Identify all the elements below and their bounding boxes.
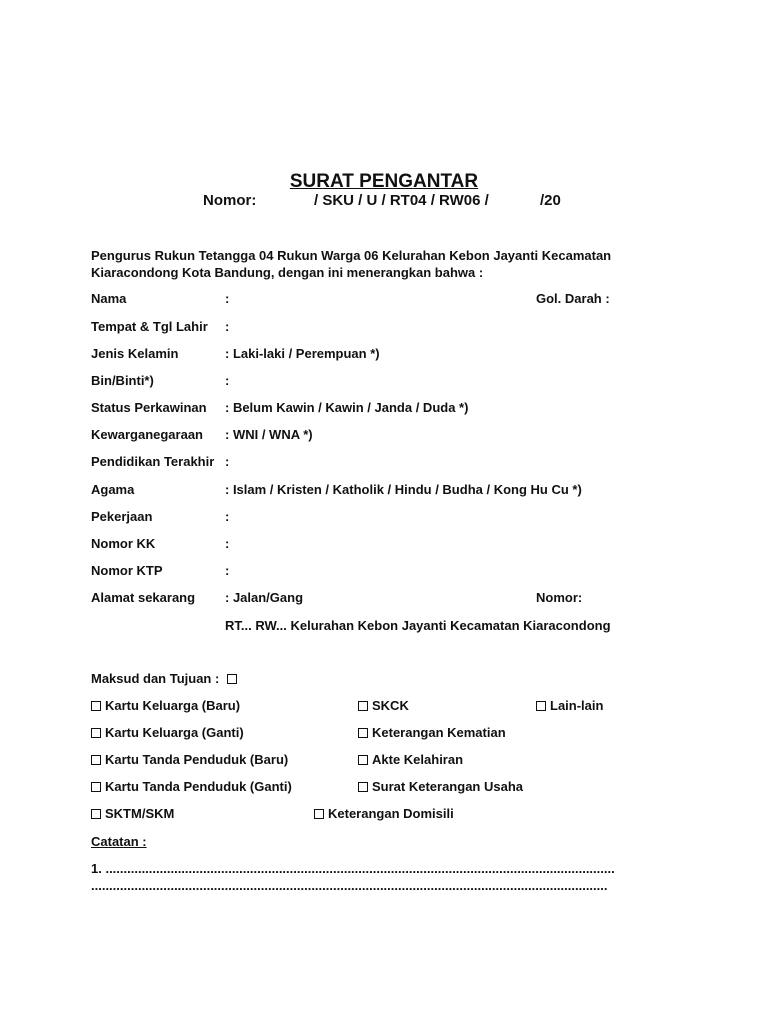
field-label-jenis-kelamin: Jenis Kelamin <box>91 346 179 361</box>
purpose-row <box>91 671 241 686</box>
purpose-label: Maksud dan Tujuan : <box>91 671 220 686</box>
field-value-nama: : <box>225 291 230 306</box>
field-label-pekerjaan: Pekerjaan <box>91 509 153 524</box>
field-value-nomor-ktp: : <box>225 563 230 578</box>
document-title: SURAT PENGANTAR <box>289 171 479 192</box>
nomor-label: Nomor: <box>203 192 257 209</box>
option-label: Akte Kelahiran <box>372 752 464 767</box>
field-value-ttl: : <box>225 319 230 334</box>
option-keterangan-domisili[interactable] <box>314 806 454 821</box>
option-surat-keterangan-usaha[interactable] <box>358 779 523 794</box>
field-value-jenis-kelamin: : Laki-laki / Perempuan *) <box>225 346 380 361</box>
notes-line-1: 1. ............................................................................................................................................. <box>91 861 615 876</box>
address-line-2: RT... RW... Kelurahan Kebon Jayanti Kecamatan Kiaracondong <box>225 618 611 633</box>
checkbox-icon[interactable] <box>536 701 546 711</box>
field-value-nomor-kk: : <box>225 536 230 551</box>
checkbox-icon[interactable] <box>91 728 101 738</box>
checkbox-icon[interactable] <box>358 782 368 792</box>
field-alamat-nomor: Nomor: <box>536 590 583 605</box>
checkbox-icon[interactable] <box>358 728 368 738</box>
option-label: Surat Keterangan Usaha <box>372 779 523 794</box>
option-kk-baru[interactable] <box>91 698 240 713</box>
field-value-agama: : Islam / Kristen / Katholik / Hindu / Budha / Kong Hu Cu *) <box>225 482 582 497</box>
field-label-bin-binti: Bin/Binti*) <box>91 373 154 388</box>
notes-line-2: ............................................................................................................................................... <box>91 878 608 893</box>
nomor-year: /20 <box>540 192 561 209</box>
option-label: Kartu Tanda Penduduk (Ganti) <box>105 779 292 794</box>
option-akte-kelahiran[interactable] <box>358 752 463 767</box>
checkbox-icon[interactable] <box>91 755 101 765</box>
intro-line-2: Kiaracondong Kota Bandung, dengan ini menerangkan bahwa : <box>91 265 484 280</box>
checkbox-icon[interactable] <box>91 701 101 711</box>
option-lain-lain[interactable] <box>536 698 603 713</box>
field-value-status-perkawinan: : Belum Kawin / Kawin / Janda / Duda *) <box>225 400 469 415</box>
field-gol-darah: Gol. Darah : <box>536 291 610 306</box>
field-label-nomor-kk: Nomor KK <box>91 536 156 551</box>
field-label-status-perkawinan: Status Perkawinan <box>91 400 207 415</box>
option-label: Kartu Keluarga (Baru) <box>105 698 241 713</box>
checkbox-icon[interactable] <box>91 809 101 819</box>
nomor-code: / SKU / U / RT04 / RW06 / <box>314 192 489 209</box>
field-value-kewarganegaraan: : WNI / WNA *) <box>225 427 313 442</box>
option-kk-ganti[interactable] <box>91 725 244 740</box>
field-label-nama: Nama <box>91 291 127 306</box>
option-label: Keterangan Kematian <box>372 725 506 740</box>
field-label-agama: Agama <box>91 482 135 497</box>
field-value-bin-binti: : <box>225 373 230 388</box>
option-ktp-ganti[interactable] <box>91 779 292 794</box>
field-label-pendidikan: Pendidikan Terakhir <box>91 454 215 469</box>
option-label: SKTM/SKM <box>105 806 175 821</box>
option-sktm-skm[interactable] <box>91 806 174 821</box>
checkbox-icon[interactable] <box>91 782 101 792</box>
intro-line-1: Pengurus Rukun Tetangga 04 Rukun Warga 06 Kelurahan Kebon Jayanti Kecamatan <box>91 248 612 263</box>
option-label: Keterangan Domisili <box>328 806 454 821</box>
field-label-kewarganegaraan: Kewarganegaraan <box>91 427 203 442</box>
field-value-pekerjaan: : <box>225 509 230 524</box>
option-label: Kartu Tanda Penduduk (Baru) <box>105 752 289 767</box>
field-label-alamat: Alamat sekarang <box>91 590 196 605</box>
field-label-ttl: Tempat & Tgl Lahir <box>91 319 208 334</box>
field-label-nomor-ktp: Nomor KTP <box>91 563 163 578</box>
field-value-pendidikan: : <box>225 454 230 469</box>
notes-label: Catatan : <box>91 834 147 849</box>
checkbox-icon[interactable] <box>358 701 368 711</box>
checkbox-icon[interactable] <box>358 755 368 765</box>
checkbox-icon[interactable] <box>314 809 324 819</box>
option-label: Kartu Keluarga (Ganti) <box>105 725 244 740</box>
field-value-alamat: : Jalan/Gang <box>225 590 304 605</box>
option-label: Lain-lain <box>550 698 604 713</box>
option-label: SKCK <box>372 698 409 713</box>
option-ktp-baru[interactable] <box>91 752 288 767</box>
checkbox-icon[interactable] <box>227 674 237 684</box>
option-keterangan-kematian[interactable] <box>358 725 506 740</box>
option-skck[interactable] <box>358 698 409 713</box>
